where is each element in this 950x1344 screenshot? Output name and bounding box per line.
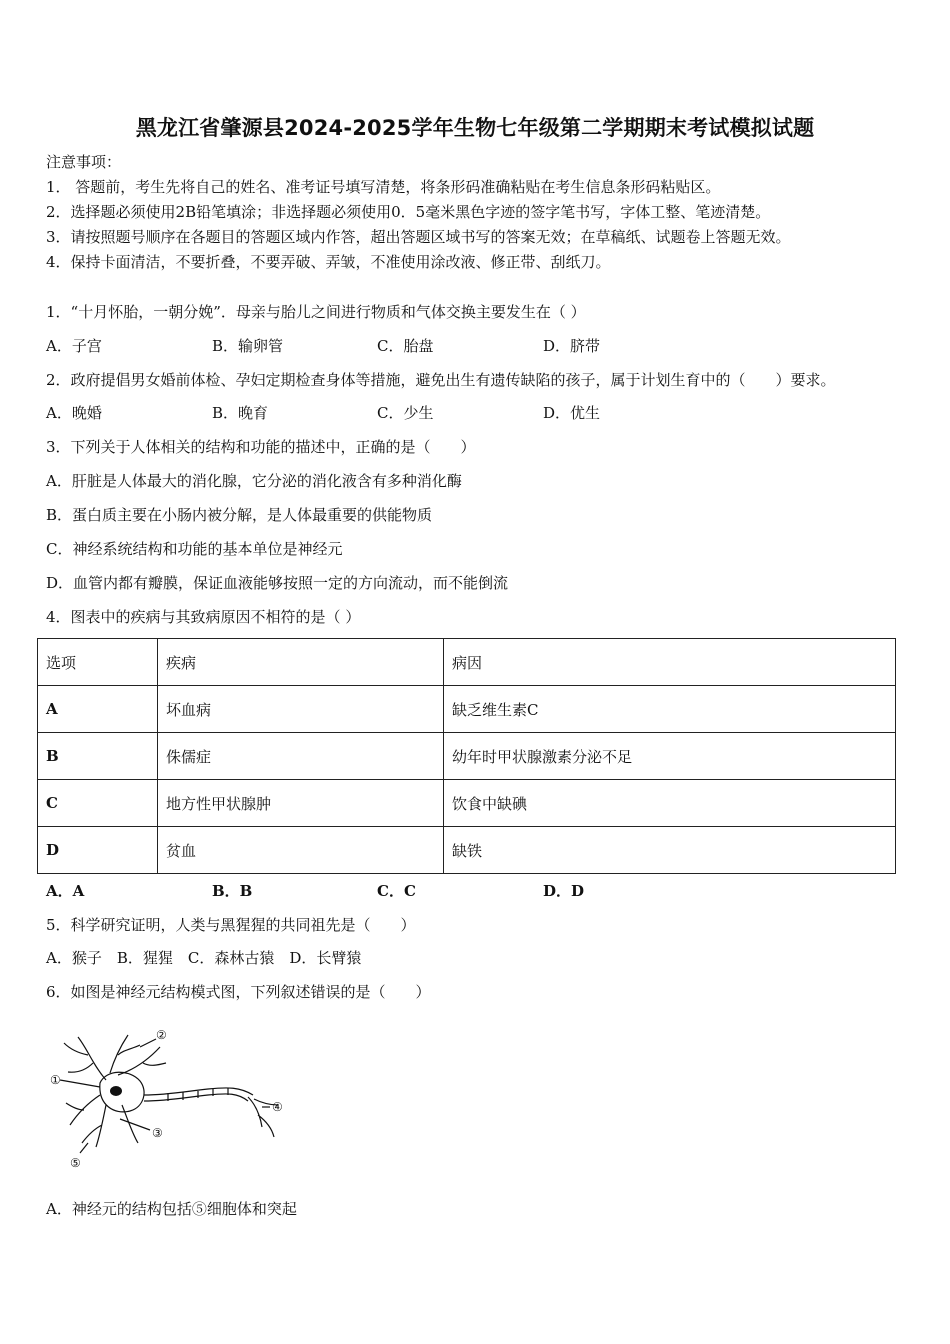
dendrite [82, 1105, 106, 1147]
question-5-stem: 5．科学研究证明，人类与黑猩猩的共同祖先是（ ） [46, 916, 416, 934]
question-2-stem: 2．政府提倡男女婚前体检、孕妇定期检查身体等措施，避免出生有遗传缺陷的孩子，属于计划生育中的（ ）要求。 [46, 371, 836, 389]
option-b: B．输卵管 [212, 337, 284, 355]
table-cell: B [38, 733, 158, 780]
table-cell: 幼年时甲状腺激素分泌不足 [444, 733, 896, 780]
table-row [38, 733, 896, 780]
table-header-cell: 疾病 [158, 639, 444, 686]
table-cell: 缺乏维生素C [444, 686, 896, 733]
table-row [38, 686, 896, 733]
option-c: C．胎盘 [377, 337, 434, 355]
table-header-cell: 选项 [38, 639, 158, 686]
question-5-options: A．猴子 B．猩猩 C．森林古猿 D．长臂猿 [46, 949, 362, 967]
figure-label: ② [156, 1028, 167, 1042]
notice-item: 1． 答题前，考生先将自己的姓名、准考证号填写清楚，将条形码准确粘贴在考生信息条形码粘贴区。 [46, 178, 721, 196]
option-d: D．优生 [543, 404, 601, 422]
option-b: B．蛋白质主要在小肠内被分解，是人体最重要的供能物质 [46, 506, 433, 524]
dendrite [64, 1037, 106, 1080]
notice-item: 2．选择题必须使用2B铅笔填涂；非选择题必须使用0．5毫米黑色字迹的签字笔书写，字体工整、笔迹清楚。 [46, 203, 771, 221]
notice-item: 3．请按照题号顺序在各题目的答题区域内作答，超出答题区域书写的答案无效；在草稿纸、试题卷上答题无效。 [46, 228, 791, 246]
nucleus [110, 1086, 122, 1096]
option-b: B．晚育 [212, 404, 269, 422]
notice-heading: 注意事项： [46, 153, 122, 171]
table-header-row [38, 639, 896, 686]
table-row [38, 780, 896, 827]
option-a: A．A [46, 882, 85, 900]
table-header-cell: 病因 [444, 639, 896, 686]
figure-label: ⑤ [70, 1156, 81, 1170]
figure-label: ③ [152, 1126, 163, 1140]
question-3-stem: 3．下列关于人体相关的结构和功能的描述中，正确的是（ ） [46, 438, 476, 456]
dendrite [66, 1095, 100, 1125]
leader-line [60, 1080, 100, 1087]
table-cell: 坏血病 [158, 686, 444, 733]
table-cell: D [38, 827, 158, 874]
table-cell: 侏儒症 [158, 733, 444, 780]
table-cell: 缺铁 [444, 827, 896, 874]
table-cell: 地方性甲状腺肿 [158, 780, 444, 827]
option-c: C．神经系统结构和功能的基本单位是神经元 [46, 540, 343, 558]
leader-line [80, 1143, 88, 1153]
option-d: D．血管内都有瓣膜，保证血液能够按照一定的方向流动，而不能倒流 [46, 574, 509, 592]
option-a: A．神经元的结构包括⑤细胞体和突起 [46, 1200, 297, 1218]
option-a: A．子宫 [46, 337, 102, 355]
figure-label: ① [50, 1073, 61, 1087]
option-a: A．肝脏是人体最大的消化腺，它分泌的消化液含有多种消化酶 [46, 472, 462, 490]
figure-label: ④ [272, 1100, 283, 1114]
neuron-diagram [48, 1025, 293, 1175]
option-d: D．脐带 [543, 337, 601, 355]
table-cell: A [38, 686, 158, 733]
option-b: B．B [212, 882, 253, 900]
option-c: C．少生 [377, 404, 434, 422]
question-1-stem: 1．“十月怀胎，一朝分娩”．母亲与胎儿之间进行物质和气体交换主要发生在（ ） [46, 303, 586, 321]
table-cell: 饮食中缺碘 [444, 780, 896, 827]
disease-table [37, 638, 896, 874]
option-a: A．晚婚 [46, 404, 102, 422]
page-title: 黑龙江省肇源县2024-2025学年生物七年级第二学期期末考试模拟试题 [135, 116, 815, 140]
option-c: C．C [377, 882, 416, 900]
notice-item: 4．保持卡面清洁，不要折叠，不要弄破、弄皱，不准使用涂改液、修正带、刮纸刀。 [46, 253, 611, 271]
table-row [38, 827, 896, 874]
question-4-stem: 4．图表中的疾病与其致病原因不相符的是（ ） [46, 608, 361, 626]
table-cell: C [38, 780, 158, 827]
leader-line [140, 1039, 156, 1047]
question-6-stem: 6．如图是神经元结构模式图，下列叙述错误的是（ ） [46, 983, 431, 1001]
leader-line [120, 1119, 150, 1130]
option-d: D．D [543, 882, 585, 900]
table-cell: 贫血 [158, 827, 444, 874]
